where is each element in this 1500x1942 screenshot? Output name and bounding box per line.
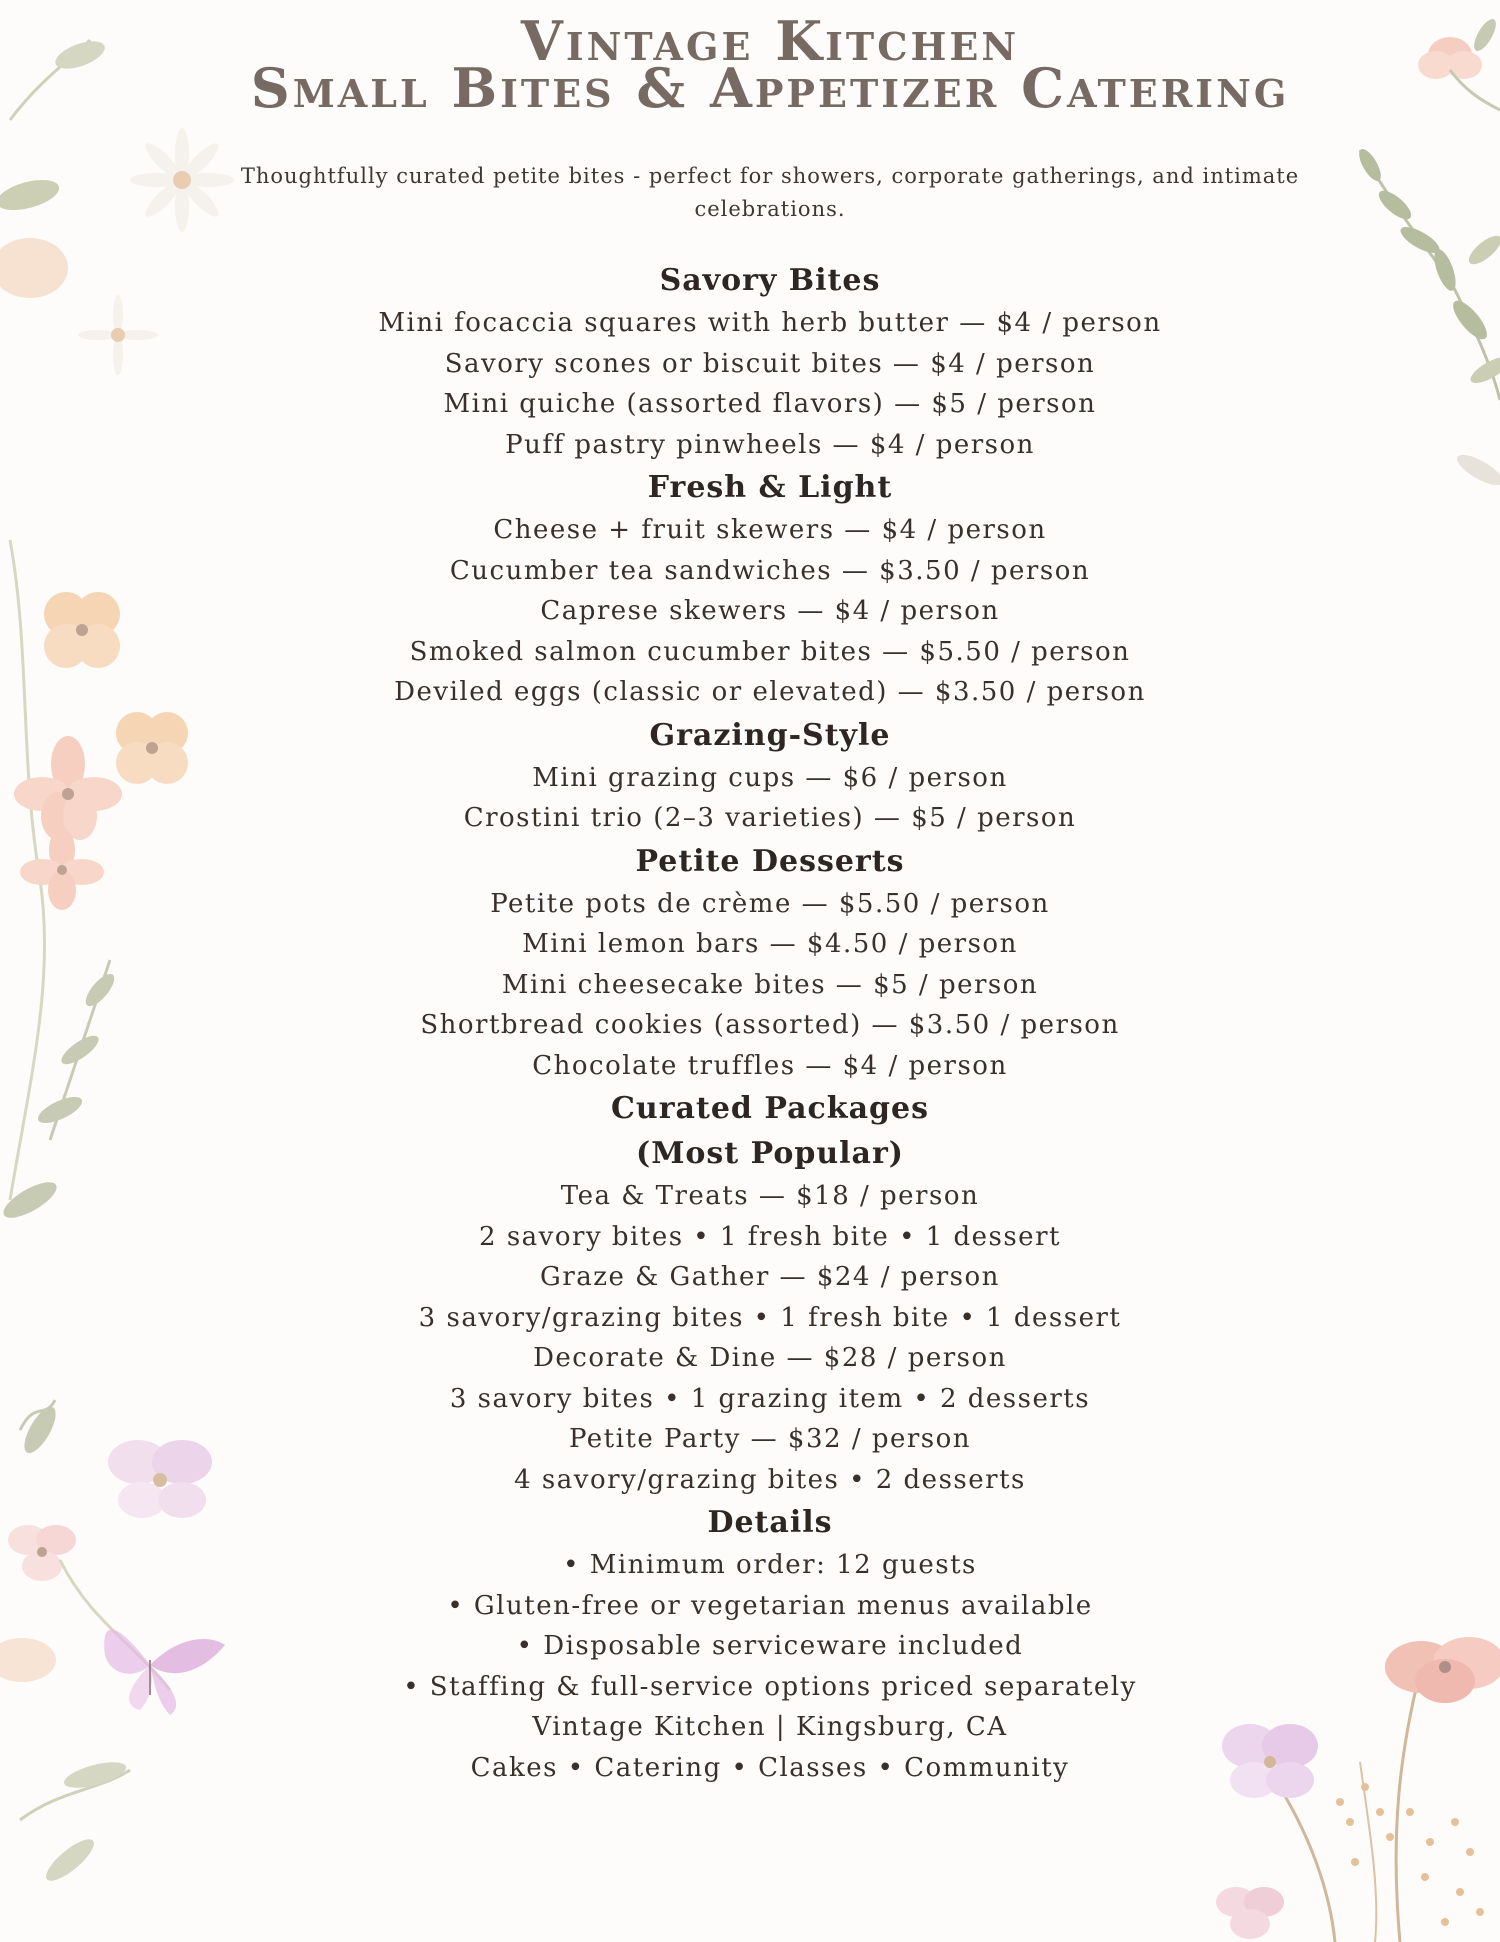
package-name: Petite Party — $32 / person <box>568 1424 972 1454</box>
section-title-packages-note: (Most Popular) <box>636 1136 904 1171</box>
menu-item: Crostini trio (2–3 varieties) — $5 / person <box>463 803 1077 833</box>
package-contents: 3 savory bites • 1 grazing item • 2 desserts <box>449 1383 1091 1414</box>
menu-item: Savory scones or biscuit bites — $4 / person <box>444 348 1096 379</box>
business-location: Vintage Kitchen | Kingsburg, CA <box>532 1712 1008 1742</box>
menu-item: Cucumber tea sandwiches — $3.50 / person <box>449 555 1091 586</box>
page-title: Vintage Kitchen <box>520 9 1020 73</box>
package-name: Tea & Treats — $18 / person <box>560 1181 980 1211</box>
menu-list <box>200 258 1340 1788</box>
tagline <box>200 160 1340 226</box>
section-title-fresh: Fresh & Light <box>647 470 893 505</box>
menu-item: Shortbread cookies (assorted) — $3.50 / person <box>420 1010 1120 1040</box>
menu-item: Cheese + fruit skewers — $4 / person <box>493 515 1047 545</box>
menu-item: Chocolate truffles — $4 / person <box>532 1050 1008 1081</box>
menu-item: Smoked salmon cucumber bites — $5.50 / person <box>409 636 1131 667</box>
menu-item: Mini cheesecake bites — $5 / person <box>501 969 1039 1000</box>
tagline-line: celebrations. <box>694 197 846 221</box>
page-subtitle: Small Bites & Appetizer Catering <box>250 56 1290 120</box>
menu-item: Mini grazing cups — $6 / person <box>532 762 1008 793</box>
section-title-packages: Curated Packages <box>611 1091 929 1126</box>
package-name: Decorate & Dine — $28 / person <box>533 1343 1007 1373</box>
section-title-details: Details <box>707 1505 833 1540</box>
package-contents: 4 savory/grazing bites • 2 desserts <box>514 1464 1026 1495</box>
menu-item: Puff pastry pinwheels — $4 / person <box>505 429 1035 460</box>
detail-item: • Minimum order: 12 guests <box>563 1550 977 1580</box>
menu-item: Petite pots de crème — $5.50 / person <box>490 888 1050 919</box>
detail-item: • Disposable serviceware included <box>516 1631 1024 1661</box>
menu-item: Mini focaccia squares with herb butter — $4 / person <box>378 308 1162 338</box>
detail-item: • Gluten-free or vegetarian menus available <box>447 1590 1093 1621</box>
package-contents: 3 savory/grazing bites • 1 fresh bite • 1 dessert <box>418 1302 1122 1333</box>
menu-item: Caprese skewers — $4 / person <box>540 596 1000 626</box>
tagline-line: Thoughtfully curated petite bites - perfect for showers, corporate gatherings, and intimate <box>240 164 1300 188</box>
section-title-grazing: Grazing-Style <box>649 717 891 753</box>
section-title-desserts: Petite Desserts <box>635 843 905 879</box>
section-title-savory: Savory Bites <box>659 263 881 298</box>
package-name: Graze & Gather — $24 / person <box>540 1262 1000 1292</box>
menu-item: Mini lemon bars — $4.50 / person <box>522 929 1018 959</box>
detail-item: • Staffing & full-service options priced separately <box>403 1671 1137 1702</box>
package-contents: 2 savory bites • 1 fresh bite • 1 dessert <box>479 1221 1061 1252</box>
menu-item: Mini quiche (assorted flavors) — $5 / person <box>443 389 1097 419</box>
menu-item: Deviled eggs (classic or elevated) — $3.50 / person <box>394 677 1146 707</box>
business-tagline: Cakes • Catering • Classes • Community <box>470 1752 1070 1783</box>
